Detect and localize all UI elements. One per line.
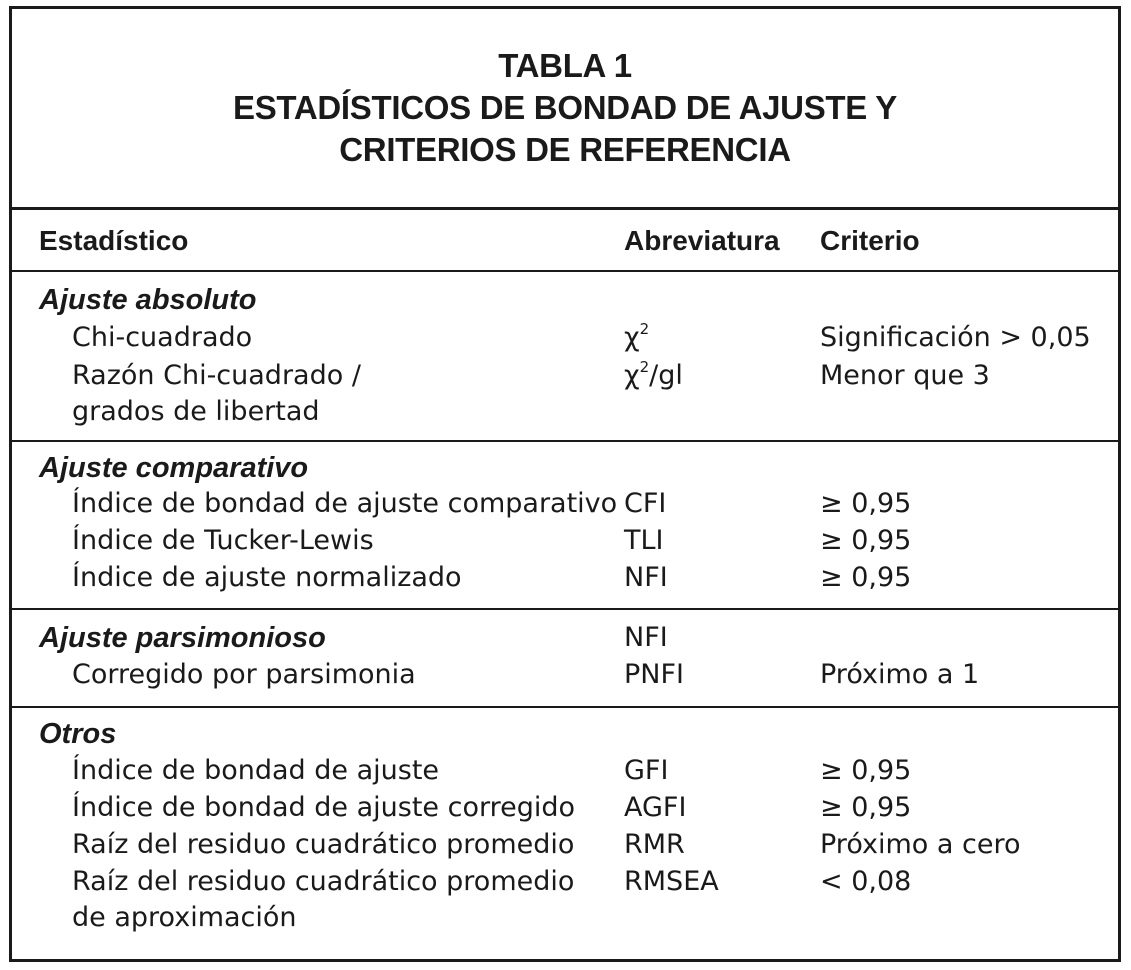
statistic-name: Índice de Tucker-Lewis <box>72 525 374 556</box>
statistic-name-continuation: de aproximación <box>72 902 297 933</box>
section-parsimonious-fit <box>12 610 1118 708</box>
table-row <box>12 792 1118 828</box>
table-row <box>12 322 1118 358</box>
criterion: ≥ 0,95 <box>820 488 912 519</box>
table-frame <box>9 6 1121 962</box>
abbreviation: $\chi^2/gl$ <box>624 358 683 391</box>
table-row <box>12 562 1118 598</box>
statistic-name: Razón Chi-cuadrado / <box>72 360 361 391</box>
statistic-name: Raíz del residuo cuadrático promedio <box>72 829 575 860</box>
statistic-name: Raíz del residuo cuadrático promedio <box>72 866 575 897</box>
statistic-name: Índice de bondad de ajuste <box>72 755 440 786</box>
abbreviation: $\chi^2$ <box>624 320 650 353</box>
table-header-row <box>12 210 1118 272</box>
criterion: Significación > 0,05 <box>820 322 1091 353</box>
criterion: ≥ 0,95 <box>820 562 912 593</box>
criterion: ≥ 0,95 <box>820 792 912 823</box>
header-criterion: Criterio <box>820 225 920 256</box>
table-row <box>12 525 1118 561</box>
section-comparative-fit <box>12 442 1118 610</box>
section-others <box>12 708 1118 958</box>
header-abbreviation: Abreviatura <box>624 225 780 256</box>
table-row <box>12 488 1118 524</box>
abbreviation: PNFI <box>624 659 684 690</box>
table-row-continuation <box>12 902 1118 938</box>
criterion: Menor que 3 <box>820 360 990 391</box>
abbreviation: GFI <box>624 755 669 786</box>
criterion: ≥ 0,95 <box>820 525 912 556</box>
table-row <box>12 659 1118 695</box>
table-row <box>12 866 1118 902</box>
abbreviation: AGFI <box>624 792 687 823</box>
statistic-name: Chi-cuadrado <box>72 322 253 353</box>
table-row <box>12 360 1118 396</box>
table-row <box>12 829 1118 865</box>
statistic-name: Corregido por parsimonia <box>72 659 416 690</box>
abbreviation: NFI <box>624 622 668 653</box>
criterion: < 0,08 <box>820 866 912 897</box>
abbreviation: TLI <box>624 525 664 556</box>
table-title-line-2: ESTADÍSTICOS DE BONDAD DE AJUSTE Y <box>233 89 897 126</box>
statistic-name: Índice de bondad de ajuste comparativo <box>72 488 618 519</box>
section-title: Ajuste absoluto <box>39 284 257 316</box>
header-statistic: Estadístico <box>39 225 189 256</box>
criterion: ≥ 0,95 <box>820 755 912 786</box>
table-title-line-3: CRITERIOS DE REFERENCIA <box>339 131 791 168</box>
section-title: Ajuste parsimonioso <box>39 622 326 654</box>
statistic-name: Índice de bondad de ajuste corregido <box>72 792 576 823</box>
statistic-name: Índice de ajuste normalizado <box>72 562 462 593</box>
abbreviation: NFI <box>624 562 668 593</box>
table-row-continuation <box>12 396 1118 432</box>
criterion: Próximo a cero <box>820 829 1021 860</box>
section-absolute-fit <box>12 272 1118 442</box>
abbreviation: RMR <box>624 829 685 860</box>
criterion: Próximo a 1 <box>820 659 980 690</box>
table-title <box>12 9 1118 210</box>
section-title: Ajuste comparativo <box>39 452 309 484</box>
section-title: Otros <box>39 718 117 750</box>
table-number: TABLA 1 <box>498 47 632 84</box>
abbreviation: RMSEA <box>624 866 719 897</box>
statistic-name-continuation: grados de libertad <box>72 396 320 427</box>
table-row <box>12 755 1118 791</box>
abbreviation: CFI <box>624 488 667 519</box>
